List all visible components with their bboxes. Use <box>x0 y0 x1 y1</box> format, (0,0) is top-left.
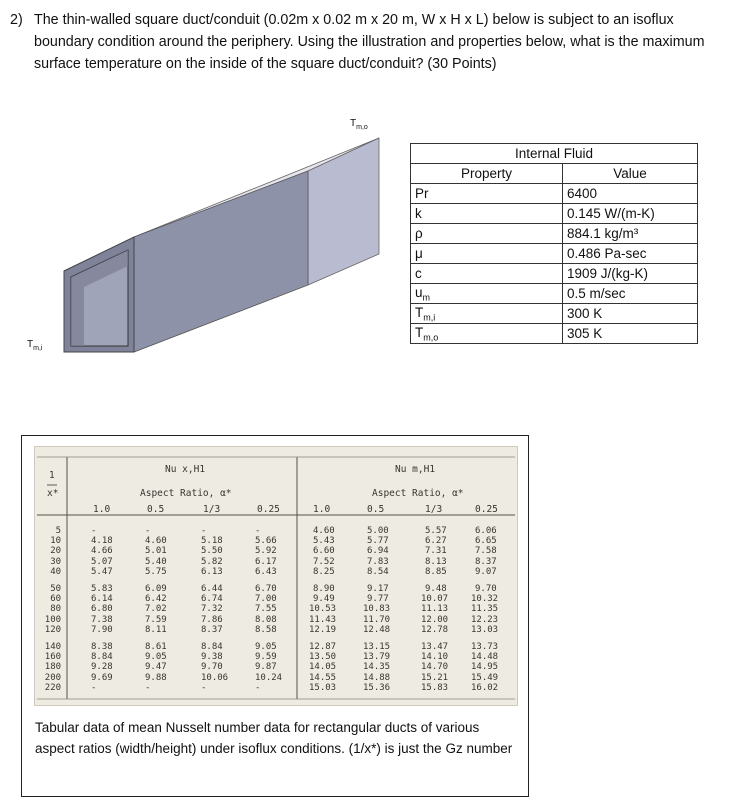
mean-nu-value: 13.73 <box>471 642 499 652</box>
mean-nu-value: 9.17 <box>367 584 389 594</box>
mean-nu-value: 15.21 <box>421 672 449 683</box>
gz-value: 180 <box>44 662 62 673</box>
local-nu-value: 7.32 <box>201 604 223 615</box>
property-value: 884.1 kg/m³ <box>563 224 698 244</box>
local-nu-value: 5.18 <box>201 536 223 547</box>
mean-nu-value: 7.58 <box>475 546 497 557</box>
local-nu-value: 8.08 <box>255 614 277 625</box>
local-nu-value: 4.66 <box>91 546 113 557</box>
local-nu-value: 6.09 <box>145 584 167 594</box>
gz-value: 20 <box>50 546 62 557</box>
local-nu-value: 4.60 <box>145 536 167 547</box>
mean-nu-value: 14.10 <box>421 652 449 663</box>
property-column-header: Property <box>411 164 563 184</box>
outlet-temp-sub: m,o <box>356 124 368 131</box>
mean-nu-value: 13.03 <box>471 624 499 635</box>
local-nu-value: 7.00 <box>255 594 277 605</box>
mean-nu-value: 10.53 <box>309 604 337 615</box>
mean-aspect-col: 1.0 <box>313 504 331 515</box>
duct-illustration <box>0 110 400 370</box>
mean-nu-value: 8.54 <box>367 566 389 577</box>
local-nu-value: 5.66 <box>255 536 277 547</box>
mean-nu-value: 15.49 <box>471 672 499 683</box>
property-value: 0.5 m/sec <box>563 284 698 304</box>
mean-nu-value: 8.85 <box>425 566 447 577</box>
property-symbol-main: Pr <box>415 186 429 201</box>
mean-nu-value: 4.60 <box>313 526 335 536</box>
property-symbol <box>411 244 563 264</box>
mean-nu-value: 14.48 <box>471 652 499 663</box>
mean-aspect-col: 0.25 <box>475 504 498 515</box>
local-nu-value: 5.01 <box>145 546 167 557</box>
mean-nu-value: 15.36 <box>363 682 391 693</box>
mean-nu-value: 5.43 <box>313 536 335 547</box>
mean-nu-value: 6.94 <box>367 546 389 557</box>
property-value: 6400 <box>563 184 698 204</box>
gz-value: 60 <box>50 594 62 605</box>
inlet-temp-symbol: T <box>27 339 34 350</box>
gz-value: 120 <box>44 624 62 635</box>
question-number: 2) <box>10 12 23 28</box>
property-symbol <box>411 184 563 204</box>
mean-nu-value: 10.83 <box>363 604 391 615</box>
local-nu-value: 5.50 <box>201 546 223 557</box>
mean-nu-value: 9.77 <box>367 594 389 605</box>
mean-nu-value: 13.15 <box>363 642 391 652</box>
nusselt-figure-frame <box>21 435 529 797</box>
gz-value: 140 <box>44 642 62 652</box>
mean-nu-value: 14.55 <box>309 672 337 683</box>
mean-nu-value: 12.23 <box>471 614 499 625</box>
local-nu-value: 6.42 <box>145 594 167 605</box>
mean-nu-value: 12.48 <box>363 624 391 635</box>
mean-nu-value: 11.70 <box>363 614 391 625</box>
property-value: 0.486 Pa-sec <box>563 244 698 264</box>
value-column-header: Value <box>563 164 698 184</box>
local-nu-value: 8.61 <box>145 642 167 652</box>
property-row <box>411 224 698 244</box>
mean-nu-header: Nu m,H1 <box>395 464 436 475</box>
mean-nu-value: 9.07 <box>475 566 497 577</box>
mean-nu-value: 15.03 <box>309 682 337 693</box>
property-value: 0.145 W/(m-K) <box>563 204 698 224</box>
local-nu-value: - <box>201 526 207 536</box>
local-nu-value: 5.83 <box>91 584 113 594</box>
mean-nu-value: 9.70 <box>475 584 497 594</box>
local-nu-value: 10.06 <box>201 672 229 683</box>
mean-nu-value: 13.50 <box>309 652 337 663</box>
local-nu-value: 8.11 <box>145 624 167 635</box>
local-aspect-col: 0.5 <box>147 504 165 515</box>
mean-nu-value: 9.49 <box>313 594 335 605</box>
gz-value: 160 <box>44 652 62 663</box>
mean-nu-value: 8.37 <box>475 556 497 567</box>
local-nu-value: 5.92 <box>255 546 277 557</box>
local-nu-value: 4.18 <box>91 536 113 547</box>
local-nu-value: 8.84 <box>201 642 223 652</box>
local-nu-value: - <box>255 526 261 536</box>
mean-nu-value: 6.06 <box>475 526 497 536</box>
mean-nu-value: 16.02 <box>471 682 499 693</box>
local-aspect-col: 1/3 <box>203 504 221 515</box>
mean-aspect-col: 1/3 <box>425 504 443 515</box>
local-nu-value: 9.59 <box>255 652 277 663</box>
local-nu-value: 7.59 <box>145 614 167 625</box>
local-nu-value: 7.38 <box>91 614 113 625</box>
local-nu-value: 9.05 <box>255 642 277 652</box>
local-nu-value: 6.70 <box>255 584 277 594</box>
property-row <box>411 304 698 324</box>
local-nu-value: 5.82 <box>201 556 223 567</box>
gz-value: 50 <box>50 584 62 594</box>
property-symbol-main: c <box>415 266 422 281</box>
property-symbol-main: μ <box>415 246 423 261</box>
property-symbol-sub: m,i <box>423 312 436 323</box>
local-nu-value: - <box>145 682 151 693</box>
property-symbol <box>411 264 563 284</box>
gz-value: 5 <box>55 526 62 536</box>
duct-right-face <box>134 171 308 352</box>
mean-nu-value: 7.31 <box>425 546 447 557</box>
local-nu-value: 7.55 <box>255 604 277 615</box>
gz-header-bottom: x* <box>47 488 59 499</box>
mean-nu-value: 11.35 <box>471 604 499 615</box>
outlet-temp-label <box>350 118 368 131</box>
mean-nu-value: 5.57 <box>425 526 447 536</box>
property-symbol-main: ρ <box>415 226 423 241</box>
property-symbol <box>411 204 563 224</box>
inlet-temp-sub: m,i <box>33 345 43 352</box>
local-nu-value: 9.28 <box>91 662 113 673</box>
local-aspect-col: 1.0 <box>93 504 111 515</box>
nusselt-caption: Tabular data of mean Nusselt number data for rectangular ducts of various aspect ratios (width/height) under isoflux conditions. (1/x*) is just the Gz number <box>35 720 513 756</box>
local-nu-value: - <box>145 526 151 536</box>
property-symbol <box>411 284 563 304</box>
mean-nu-value: 11.13 <box>421 604 449 615</box>
property-symbol-main: T <box>415 324 424 340</box>
mean-nu-value: 9.48 <box>425 584 447 594</box>
local-nu-value: 7.86 <box>201 614 223 625</box>
local-nu-value: 5.07 <box>91 556 113 567</box>
mean-aspect-col: 0.5 <box>367 504 385 515</box>
mean-nu-value: 12.00 <box>421 614 449 625</box>
gz-header-top: 1 <box>49 470 55 481</box>
mean-nu-value: 8.13 <box>425 556 447 567</box>
duct-side-face <box>308 138 379 285</box>
mean-nu-value: 8.90 <box>313 584 335 594</box>
local-nu-value: 9.69 <box>91 672 113 683</box>
local-nu-value: - <box>91 682 97 693</box>
inlet-temp-label <box>27 339 42 352</box>
local-nu-value: 6.43 <box>255 566 277 577</box>
mean-nu-value: 12.78 <box>421 624 449 635</box>
local-nu-value: 5.75 <box>145 566 167 577</box>
mean-nu-value: 7.83 <box>367 556 389 567</box>
local-nu-value: 9.87 <box>255 662 277 673</box>
properties-table-body <box>411 184 698 344</box>
local-nu-value: 10.24 <box>255 672 283 683</box>
mean-nu-value: 6.65 <box>475 536 497 547</box>
properties-table-title: Internal Fluid <box>411 144 698 164</box>
local-nu-value: 8.37 <box>201 624 223 635</box>
mean-nu-value: 13.79 <box>363 652 391 663</box>
local-aspect-label: Aspect Ratio, α* <box>140 488 232 499</box>
property-symbol-sub: m,o <box>423 332 439 343</box>
local-nu-value: 9.47 <box>145 662 167 673</box>
local-nu-value: 8.58 <box>255 624 277 635</box>
property-row <box>411 244 698 264</box>
mean-nu-value: 14.05 <box>309 662 337 673</box>
property-row <box>411 264 698 284</box>
property-symbol-sub: m <box>422 292 431 303</box>
property-symbol <box>411 224 563 244</box>
property-symbol-main: u <box>415 284 423 300</box>
local-nu-value: 6.80 <box>91 604 113 615</box>
mean-nu-value: 5.00 <box>367 526 389 536</box>
outlet-temp-symbol: T <box>350 118 357 129</box>
local-nu-value: - <box>91 526 97 536</box>
property-value: 300 K <box>563 304 698 324</box>
gz-value: 200 <box>44 672 62 683</box>
property-symbol-main: k <box>415 206 422 221</box>
property-row <box>411 184 698 204</box>
local-aspect-col: 0.25 <box>257 504 280 515</box>
mean-nu-value: 6.27 <box>425 536 447 547</box>
property-row <box>411 284 698 304</box>
property-row <box>411 324 698 344</box>
local-nu-value: 5.40 <box>145 556 167 567</box>
local-nu-value: 6.17 <box>255 556 277 567</box>
mean-nu-value: 12.19 <box>309 624 337 635</box>
mean-nu-value: 14.35 <box>363 662 391 673</box>
property-row <box>411 204 698 224</box>
local-nu-value: 8.84 <box>91 652 113 663</box>
mean-nu-value: 14.95 <box>471 662 499 673</box>
property-symbol <box>411 304 563 324</box>
gz-value: 30 <box>50 556 62 567</box>
property-symbol-main: T <box>415 304 424 320</box>
mean-nu-value: 8.25 <box>313 566 335 577</box>
local-nu-value: 7.90 <box>91 624 113 635</box>
local-nu-value: 9.70 <box>201 662 223 673</box>
question-text: The thin-walled square duct/conduit (0.02m x 0.02 m x 20 m, W x H x L) below is subject to an isoflux boundary condition around the periphery. Using the illustration and properties below, what is the maximum surface temperature on the inside of the square duct/conduit? (30 Points) <box>34 12 705 72</box>
local-nu-value: 6.74 <box>201 594 223 605</box>
local-nu-value: 5.47 <box>91 566 113 577</box>
properties-table <box>410 143 698 344</box>
mean-nu-value: 10.32 <box>471 594 499 605</box>
mean-nu-value: 11.43 <box>309 614 337 625</box>
local-nu-value: - <box>255 682 261 693</box>
local-nu-value: 7.02 <box>145 604 167 615</box>
mean-nu-value: 10.07 <box>421 594 449 605</box>
local-nu-value: 8.38 <box>91 642 113 652</box>
local-nu-value: 9.88 <box>145 672 167 683</box>
mean-nu-value: 14.70 <box>421 662 449 673</box>
mean-nu-value: 7.52 <box>313 556 335 567</box>
local-nu-value: 6.44 <box>201 584 223 594</box>
local-nu-value: 6.13 <box>201 566 223 577</box>
mean-nu-value: 5.77 <box>367 536 389 547</box>
local-nu-header: Nu x,H1 <box>165 464 206 475</box>
gz-value: 10 <box>50 536 62 547</box>
property-symbol <box>411 324 563 344</box>
gz-value: 40 <box>50 566 62 577</box>
gz-value: 80 <box>50 604 62 615</box>
mean-nu-value: 14.88 <box>363 672 391 683</box>
property-value: 305 K <box>563 324 698 344</box>
nusselt-table-scan <box>34 446 518 706</box>
mean-aspect-label: Aspect Ratio, α* <box>372 488 464 499</box>
local-nu-value: 9.38 <box>201 652 223 663</box>
mean-nu-value: 13.47 <box>421 642 449 652</box>
mean-nu-value: 12.87 <box>309 642 337 652</box>
gz-value: 100 <box>44 614 62 625</box>
mean-nu-value: 6.60 <box>313 546 335 557</box>
mean-nu-value: 15.83 <box>421 682 449 693</box>
property-value: 1909 J/(kg-K) <box>563 264 698 284</box>
gz-value: 220 <box>44 682 62 693</box>
local-nu-value: 6.14 <box>91 594 113 605</box>
local-nu-value: - <box>201 682 207 693</box>
local-nu-value: 9.05 <box>145 652 167 663</box>
